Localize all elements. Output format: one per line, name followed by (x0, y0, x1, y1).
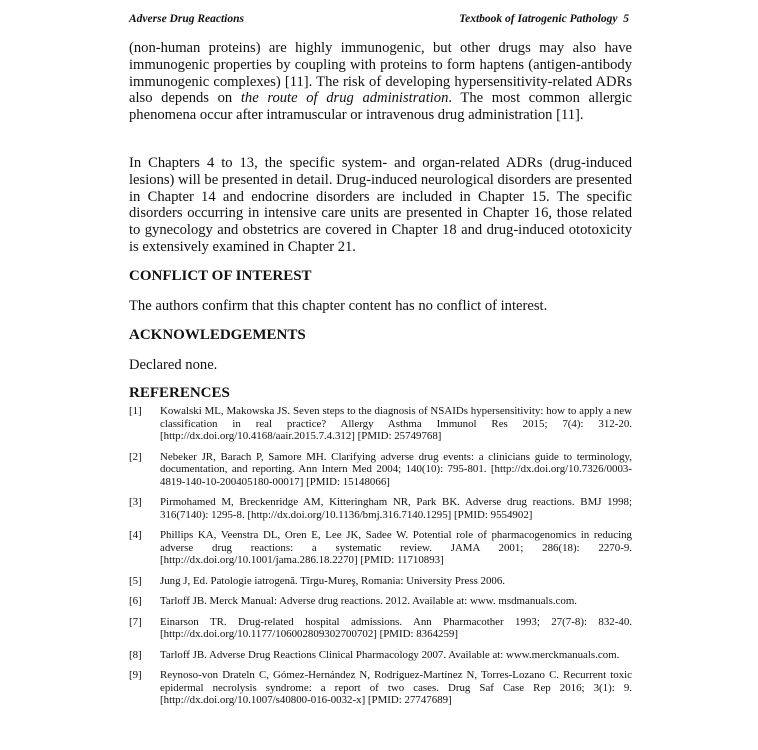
reference-item (129, 616, 632, 641)
paragraph-1-end: . The most common allergic phenomena occur after intramuscular or intravenous drug administration [11]. (129, 90, 632, 124)
reference-text: Jung J, Ed. Patologie iatrogenă. Tîrgu-Mureş, Romania: University Press 2006. (160, 574, 506, 587)
reference-item (129, 451, 632, 489)
reference-number: [5] (129, 574, 142, 587)
reference-list (129, 405, 632, 707)
reference-text: Tarloff JB. Merck Manual: Adverse drug reactions. 2012. Available at: www. msdmanuals.com. (160, 595, 578, 607)
header-right (459, 13, 629, 25)
page-number: 5 (623, 13, 629, 25)
reference-number: [4] (129, 529, 142, 541)
paragraph-2-text: In Chapters 4 to 13, the specific system- and organ-related ADRs (drug-induced lesions) will be presented in detail. Drug-induced neurological disorders are presented in Chapter 14 and endocrine disorders are included in Chapter 15. The specific disorders occurring in intensive care units are presented in Chapter 16, those related to gynecology and obstetrics are covered in Chapter 18 and drug-induced ototoxicity is extensively examined in Chapter 21. (129, 155, 632, 255)
reference-number: [6] (129, 595, 142, 607)
reference-number: [3] (129, 496, 142, 508)
reference-item (129, 405, 632, 443)
reference-text: Einarson TR. Drug-related hospital admissions. Ann Pharmacother 1993; 27(7-8): 832-40. [http://dx.doi.org/10.1177/106002809302700702] [PMID: 8364259] (160, 615, 632, 640)
running-header (129, 13, 629, 29)
references-heading: REFERENCES (129, 385, 230, 401)
header-book-title: Textbook of Iatrogenic Pathology (459, 13, 618, 25)
reference-item (129, 575, 632, 588)
reference-number: [8] (129, 648, 142, 661)
conflict-text: The authors confirm that this chapter content has no conflict of interest. (129, 298, 548, 314)
conflict-heading: CONFLICT OF INTEREST (129, 268, 312, 284)
reference-text: Reynoso-von Drateln C, Gómez-Hernández N, Rodríguez-Martínez N, Torres-Lozano C. Recurrent toxic epidermal necrolysis syndrome: a report of two cases. Drug Saf Case Rep 2016; 3(1): 9. [http://dx.doi.org/10.1007/s40800-016-0032-x] [PMID: 27747689] (160, 669, 632, 706)
paragraph-1-start: (non-human proteins) are highly immunogenic, but other drugs may also have immunogenic properties by coupling with proteins to form haptens (antigen-antibody immunogenic complexes) [11]. The risk of developing hypersensitivity-related ADRs also depends on (129, 40, 632, 107)
paragraph-1-italic: the route of drug administration (240, 90, 449, 107)
reference-text: Pirmohamed M, Breckenridge AM, Kitteringham NR, Park BK. Adverse drug reactions. BMJ 1998; 316(7140): 1295-8. [http://dx.doi.org/10.1136/bmj.316.7140.1295] [PMID: 9554902] (160, 496, 632, 521)
acknowledgements-heading: ACKNOWLEDGEMENTS (129, 327, 306, 343)
reference-text: Tarloff JB. Adverse Drug Reactions Clinical Pharmacology 2007. Available at: www.merckmanuals.com. (160, 648, 620, 661)
reference-number: [9] (129, 669, 142, 681)
reference-number: [1] (129, 405, 142, 417)
reference-item (129, 496, 632, 521)
reference-text: Kowalski ML, Makowska JS. Seven steps to the diagnosis of NSAIDs hypersensitivity: how to apply a new classification in real practice? Allergy Asthma Immunol Res 2015; 7(4): 312-20. [http://dx.doi.org/10.4168/aair.2015.7.4.312] [PMID: 25749768] (160, 405, 632, 442)
reference-item (129, 669, 632, 707)
header-left-title: Adverse Drug Reactions (129, 13, 244, 25)
reference-item (129, 649, 632, 662)
reference-text: Phillips KA, Veenstra DL, Oren E, Lee JK, Sadee W. Potential role of pharmacogenomics in reducing adverse drug reactions: a systematic review. JAMA 2001; 286(18): 2270-9. [http://dx.doi.org/10.1001/jama.286.18.2270] [PMID: 11710893] (160, 529, 632, 566)
reference-number: [2] (129, 450, 142, 463)
reference-number: [7] (129, 615, 142, 628)
reference-item (129, 595, 632, 608)
body-paragraph-2 (129, 155, 632, 256)
body-paragraph-1 (129, 40, 632, 124)
acknowledgements-text: Declared none. (129, 357, 218, 373)
reference-text: Nebeker JR, Barach P, Samore MH. Clarifying adverse drug events: a clinicians guide to terminology, documentation, and reporting. Ann Intern Med 2004; 140(10): 795-801. [http://dx.doi.org/10.7326/0003-4819-140-10-200405180-00017] [PMID: 15148066] (160, 450, 632, 488)
reference-item (129, 529, 632, 567)
